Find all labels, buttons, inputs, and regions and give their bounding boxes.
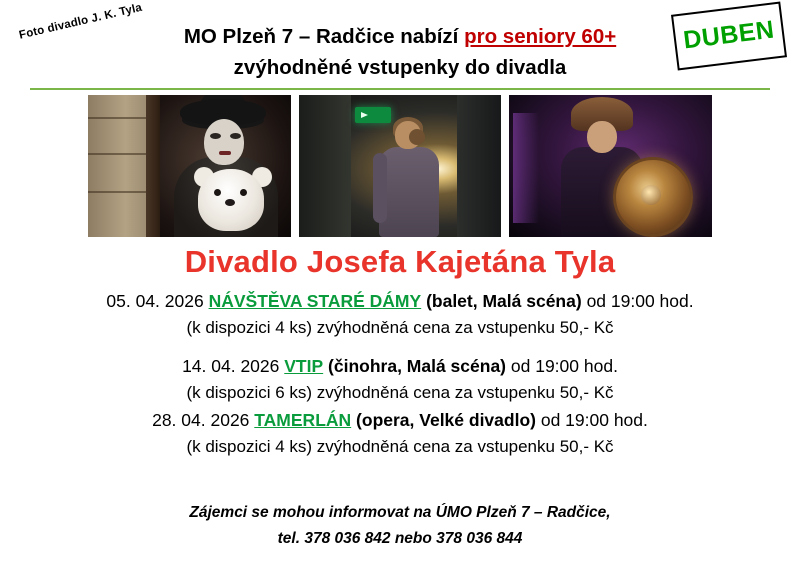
mask-face-shape — [204, 119, 244, 165]
program-list — [0, 288, 800, 460]
wall-line — [88, 191, 150, 193]
doorframe-shape — [146, 95, 160, 237]
event-note: (k dispozici 4 ks) zvýhodněná cena za vstupenku 50,- Kč — [186, 318, 614, 338]
event-time: od 19:00 hod. — [540, 410, 648, 431]
month-stamp-label: DUBEN — [681, 15, 776, 55]
dog-eye-left — [214, 189, 221, 196]
footer-line-2: tel. 378 036 842 nebo 378 036 844 — [277, 529, 523, 547]
headline-prefix: MO Plzeň 7 – Radčice nabízí — [183, 25, 465, 48]
wall-line — [88, 153, 150, 155]
photo-credit: Foto divadlo J. K. Tyla — [18, 1, 144, 42]
wall-line — [88, 117, 150, 119]
page-title — [120, 22, 680, 84]
dog-eye-right — [240, 189, 247, 196]
headline-line2: zvýhodněné vstupenky do divadla — [233, 55, 567, 79]
event-time: od 19:00 hod. — [510, 355, 618, 376]
month-stamp — [671, 2, 787, 71]
event-date: 28. 04. 2026 — [152, 410, 250, 431]
event-genre: (balet, Malá scéna) — [426, 291, 582, 311]
photo-masked-figure-with-dog — [88, 95, 291, 237]
list-item — [0, 407, 800, 434]
performer-face-shape — [587, 121, 617, 153]
photo-strip — [88, 95, 712, 237]
event-show-title: VTIP — [284, 355, 324, 376]
event-note: (k dispozici 4 ks) zvýhodněná cena za vstupenku 50,- Kč — [186, 437, 614, 457]
event-show-title: TAMERLÁN — [254, 410, 352, 431]
exit-sign-icon — [355, 107, 391, 123]
event-genre: (opera, Velké divadlo) — [356, 410, 536, 431]
mask-eye-right — [230, 133, 241, 139]
corridor-wall-right — [457, 95, 501, 237]
woman-hair-bun-shape — [409, 129, 425, 145]
mask-mouth — [219, 151, 231, 155]
headline-highlight: pro seniory 60+ — [464, 25, 617, 48]
divider — [30, 88, 770, 90]
footer-line-1: Zájemci se mohou informovat na ÚMO Plzeň 7 – Radčice, — [189, 504, 611, 521]
contact-footer — [0, 500, 800, 551]
stage-glow-left — [513, 113, 539, 223]
event-genre: (činohra, Malá scéna) — [328, 355, 507, 376]
list-item — [0, 353, 800, 380]
theatre-title: Divadlo Josefa Kajetána Tyla — [184, 244, 616, 279]
corridor-wall-left — [299, 95, 351, 237]
event-date: 05. 04. 2026 — [106, 291, 204, 311]
woman-body-shape — [379, 147, 439, 237]
list-item — [0, 288, 800, 315]
event-time: od 19:00 hod. — [586, 291, 694, 311]
event-note: (k dispozici 6 ks) zvýhodněná cena za vstupenku 50,- Kč — [186, 382, 614, 402]
event-date: 14. 04. 2026 — [182, 355, 280, 376]
photo-woman-in-corridor — [299, 95, 502, 237]
event-show-title: NÁVŠTĚVA STARÉ DÁMY — [208, 291, 422, 311]
spacer — [0, 341, 800, 353]
photo-performer-with-shield — [509, 95, 712, 237]
dog-nose — [225, 199, 235, 206]
woman-arm-shape — [373, 153, 387, 223]
mask-eye-left — [210, 133, 221, 139]
